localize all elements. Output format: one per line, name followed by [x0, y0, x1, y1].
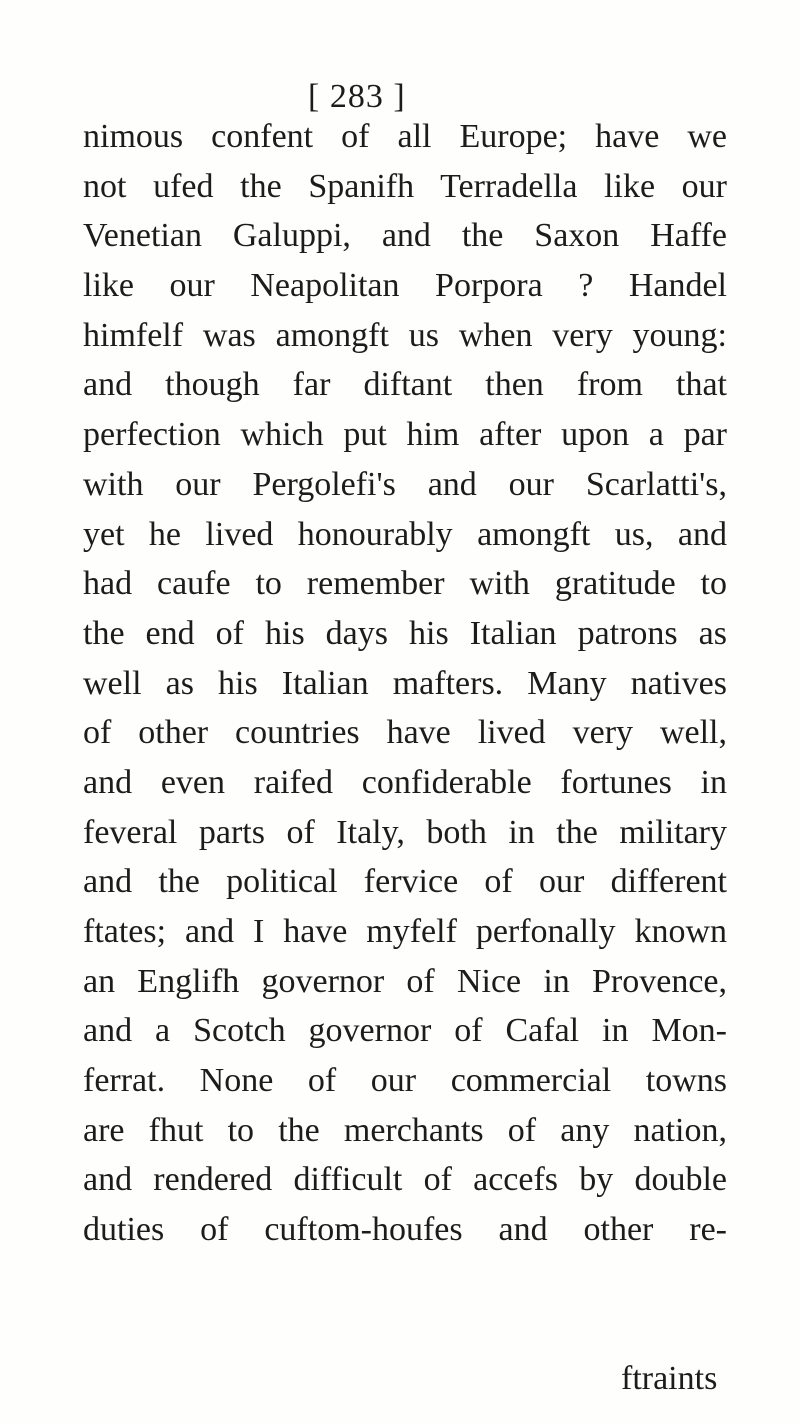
text-line: himfelf was amongft us when very young: — [83, 316, 727, 354]
text-line: perfection which put him after upon a par — [83, 416, 727, 454]
page-number-header: [ 283 ] — [308, 78, 406, 115]
text-line: and though far diftant then from that — [83, 366, 727, 404]
text-line: duties of cuftom-houfes and other re- — [83, 1211, 727, 1249]
text-line: an Englifh governor of Nice in Provence, — [83, 962, 727, 1000]
text-line: and even raifed confiderable fortunes in — [83, 763, 727, 801]
text-line: well as his Italian mafters. Many natives — [83, 664, 727, 702]
text-line: ferrat. None of our commercial towns — [83, 1062, 727, 1100]
text-line: yet he lived honourably amongft us, and — [83, 515, 727, 553]
text-line: ftates; and I have myfelf perfonally known — [83, 913, 727, 950]
text-line: feveral parts of Italy, both in the military — [83, 813, 727, 851]
text-line: of other countries have lived very well, — [83, 714, 727, 752]
text-line: with our Pergolefi's and our Scarlatti's, — [83, 465, 727, 503]
text-line: and the political fervice of our different — [83, 863, 727, 901]
text-line: had caufe to remember with gratitude to — [83, 565, 727, 603]
catchword: ftraints — [621, 1360, 718, 1397]
text-line: and a Scotch governor of Cafal in Mon- — [83, 1012, 727, 1050]
text-line: are fhut to the merchants of any nation, — [83, 1111, 727, 1149]
text-line: Venetian Galuppi, and the Saxon Haffe — [83, 217, 727, 255]
text-line: and rendered difficult of accefs by double — [83, 1161, 727, 1199]
text-line: not ufed the Spanifh Terradella like our — [83, 167, 727, 205]
text-line: the end of his days his Italian patrons as — [83, 614, 727, 652]
body-text — [83, 112, 727, 1255]
text-line: nimous confent of all Europe; have we — [83, 118, 727, 155]
text-line: like our Neapolitan Porpora ? Handel — [83, 267, 727, 305]
